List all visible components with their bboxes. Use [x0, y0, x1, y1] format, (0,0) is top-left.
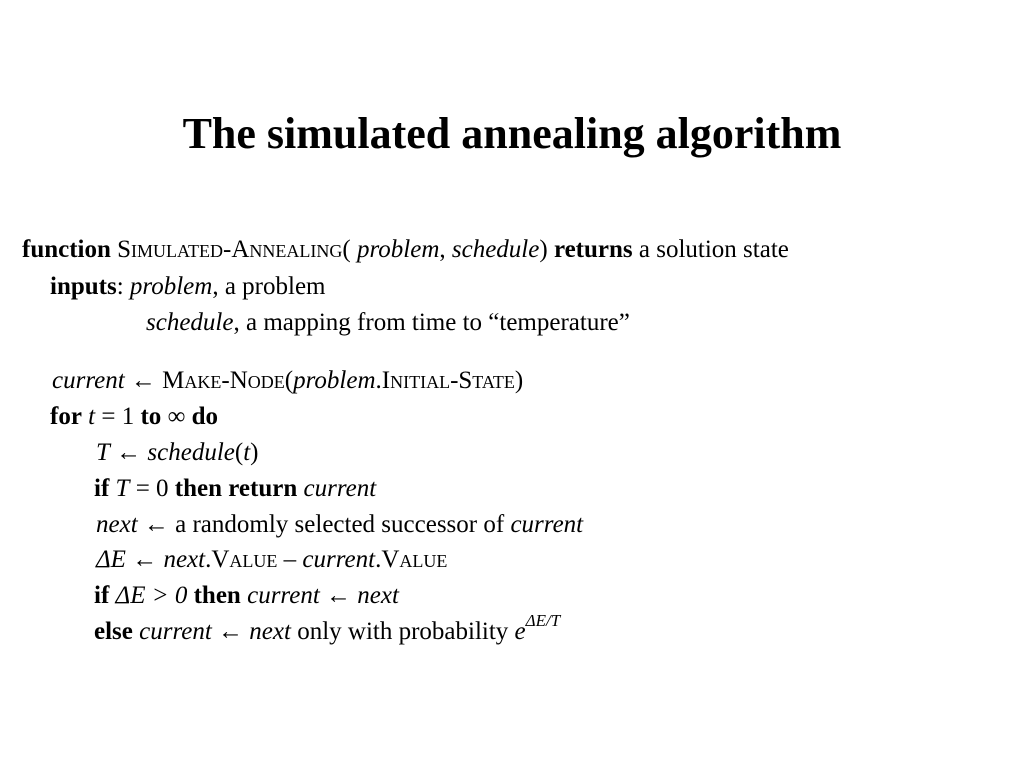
- var-current: current: [510, 511, 584, 538]
- input-schedule: schedule: [146, 309, 234, 336]
- dot: .: [375, 546, 382, 573]
- param-schedule: schedule: [451, 236, 540, 263]
- comma: ,: [439, 236, 452, 263]
- param-problem: problem: [356, 236, 440, 263]
- keyword-then: then: [193, 582, 241, 609]
- close-paren: ): [514, 367, 524, 394]
- delta-e: ΔE: [96, 546, 126, 573]
- keyword-returns: returns: [553, 236, 633, 263]
- close-paren: ): [250, 439, 259, 466]
- return-description: a solution state: [638, 236, 789, 263]
- open-paren: (: [342, 236, 351, 263]
- equals-zero: = 0: [135, 475, 169, 502]
- var-T: T: [115, 475, 130, 502]
- keyword-if: if: [94, 475, 110, 502]
- keyword-to: to: [140, 403, 162, 430]
- keyword-do: do: [191, 403, 219, 430]
- keyword-if: if: [94, 582, 110, 609]
- var-current: current: [139, 618, 212, 645]
- dot: .: [375, 367, 382, 394]
- exponent: ΔE/T: [525, 610, 561, 630]
- infinity-symbol: ∞: [167, 403, 186, 430]
- code-line-init-current: [52, 366, 523, 396]
- input-problem-desc: , a problem: [212, 273, 326, 300]
- code-line-temperature: [96, 438, 258, 468]
- colon: :: [116, 273, 124, 300]
- assign-arrow: ←: [143, 511, 169, 538]
- var-T: T: [96, 439, 110, 466]
- code-line-else: [94, 610, 561, 647]
- var-current: current: [303, 475, 377, 502]
- code-line-inputs-schedule: [146, 308, 630, 338]
- var-next: next: [96, 511, 138, 538]
- var-next: next: [163, 546, 206, 573]
- open-paren: (: [284, 367, 294, 394]
- dot: .: [205, 546, 212, 573]
- input-problem: problem: [129, 273, 213, 300]
- input-schedule-desc: , a mapping from time to “temperature”: [233, 309, 630, 336]
- fn-schedule: schedule: [147, 439, 235, 466]
- keyword-inputs: inputs: [50, 273, 117, 300]
- var-current: current: [52, 367, 125, 394]
- keyword-else: else: [94, 618, 133, 645]
- code-line-delta-e: [96, 545, 447, 575]
- close-paren: ): [539, 236, 548, 263]
- arg-t: t: [243, 439, 251, 466]
- var-problem: problem: [293, 367, 376, 394]
- keyword-then-return: then return: [174, 475, 298, 502]
- keyword-function: function: [22, 236, 111, 263]
- equals-one: = 1: [101, 403, 135, 430]
- var-t: t: [88, 403, 96, 430]
- code-line-inputs: [50, 272, 326, 302]
- minus-sign: –: [283, 546, 297, 573]
- code-line-if-delta: [94, 581, 399, 611]
- assign-arrow: ←: [132, 546, 158, 573]
- attr-initial-state: Initial-State: [381, 367, 515, 394]
- fn-make-node: Make-Node: [162, 367, 285, 394]
- var-current: current: [247, 582, 320, 609]
- code-line-function-header: [22, 235, 789, 265]
- code-line-next: [96, 510, 583, 540]
- code-line-for-loop: [50, 402, 218, 432]
- assign-arrow: ←: [116, 439, 142, 466]
- var-next: next: [357, 582, 399, 609]
- function-name: Simulated-Annealing: [117, 236, 343, 263]
- attr-value: Value: [211, 546, 278, 573]
- exp-base: e: [514, 618, 526, 645]
- successor-text: a randomly selected successor of: [175, 511, 505, 538]
- open-paren: (: [234, 439, 244, 466]
- assign-arrow: ←: [218, 618, 244, 645]
- probability-text: only with probability: [297, 618, 509, 645]
- attr-value: Value: [381, 546, 448, 573]
- keyword-for: for: [50, 403, 82, 430]
- code-line-if-return: [94, 474, 376, 504]
- slide-title: The simulated annealing algorithm: [182, 109, 842, 158]
- assign-arrow: ←: [130, 367, 156, 394]
- var-next: next: [249, 618, 291, 645]
- condition: ΔE > 0: [115, 582, 188, 609]
- assign-arrow: ←: [326, 582, 352, 609]
- var-current: current: [302, 546, 376, 573]
